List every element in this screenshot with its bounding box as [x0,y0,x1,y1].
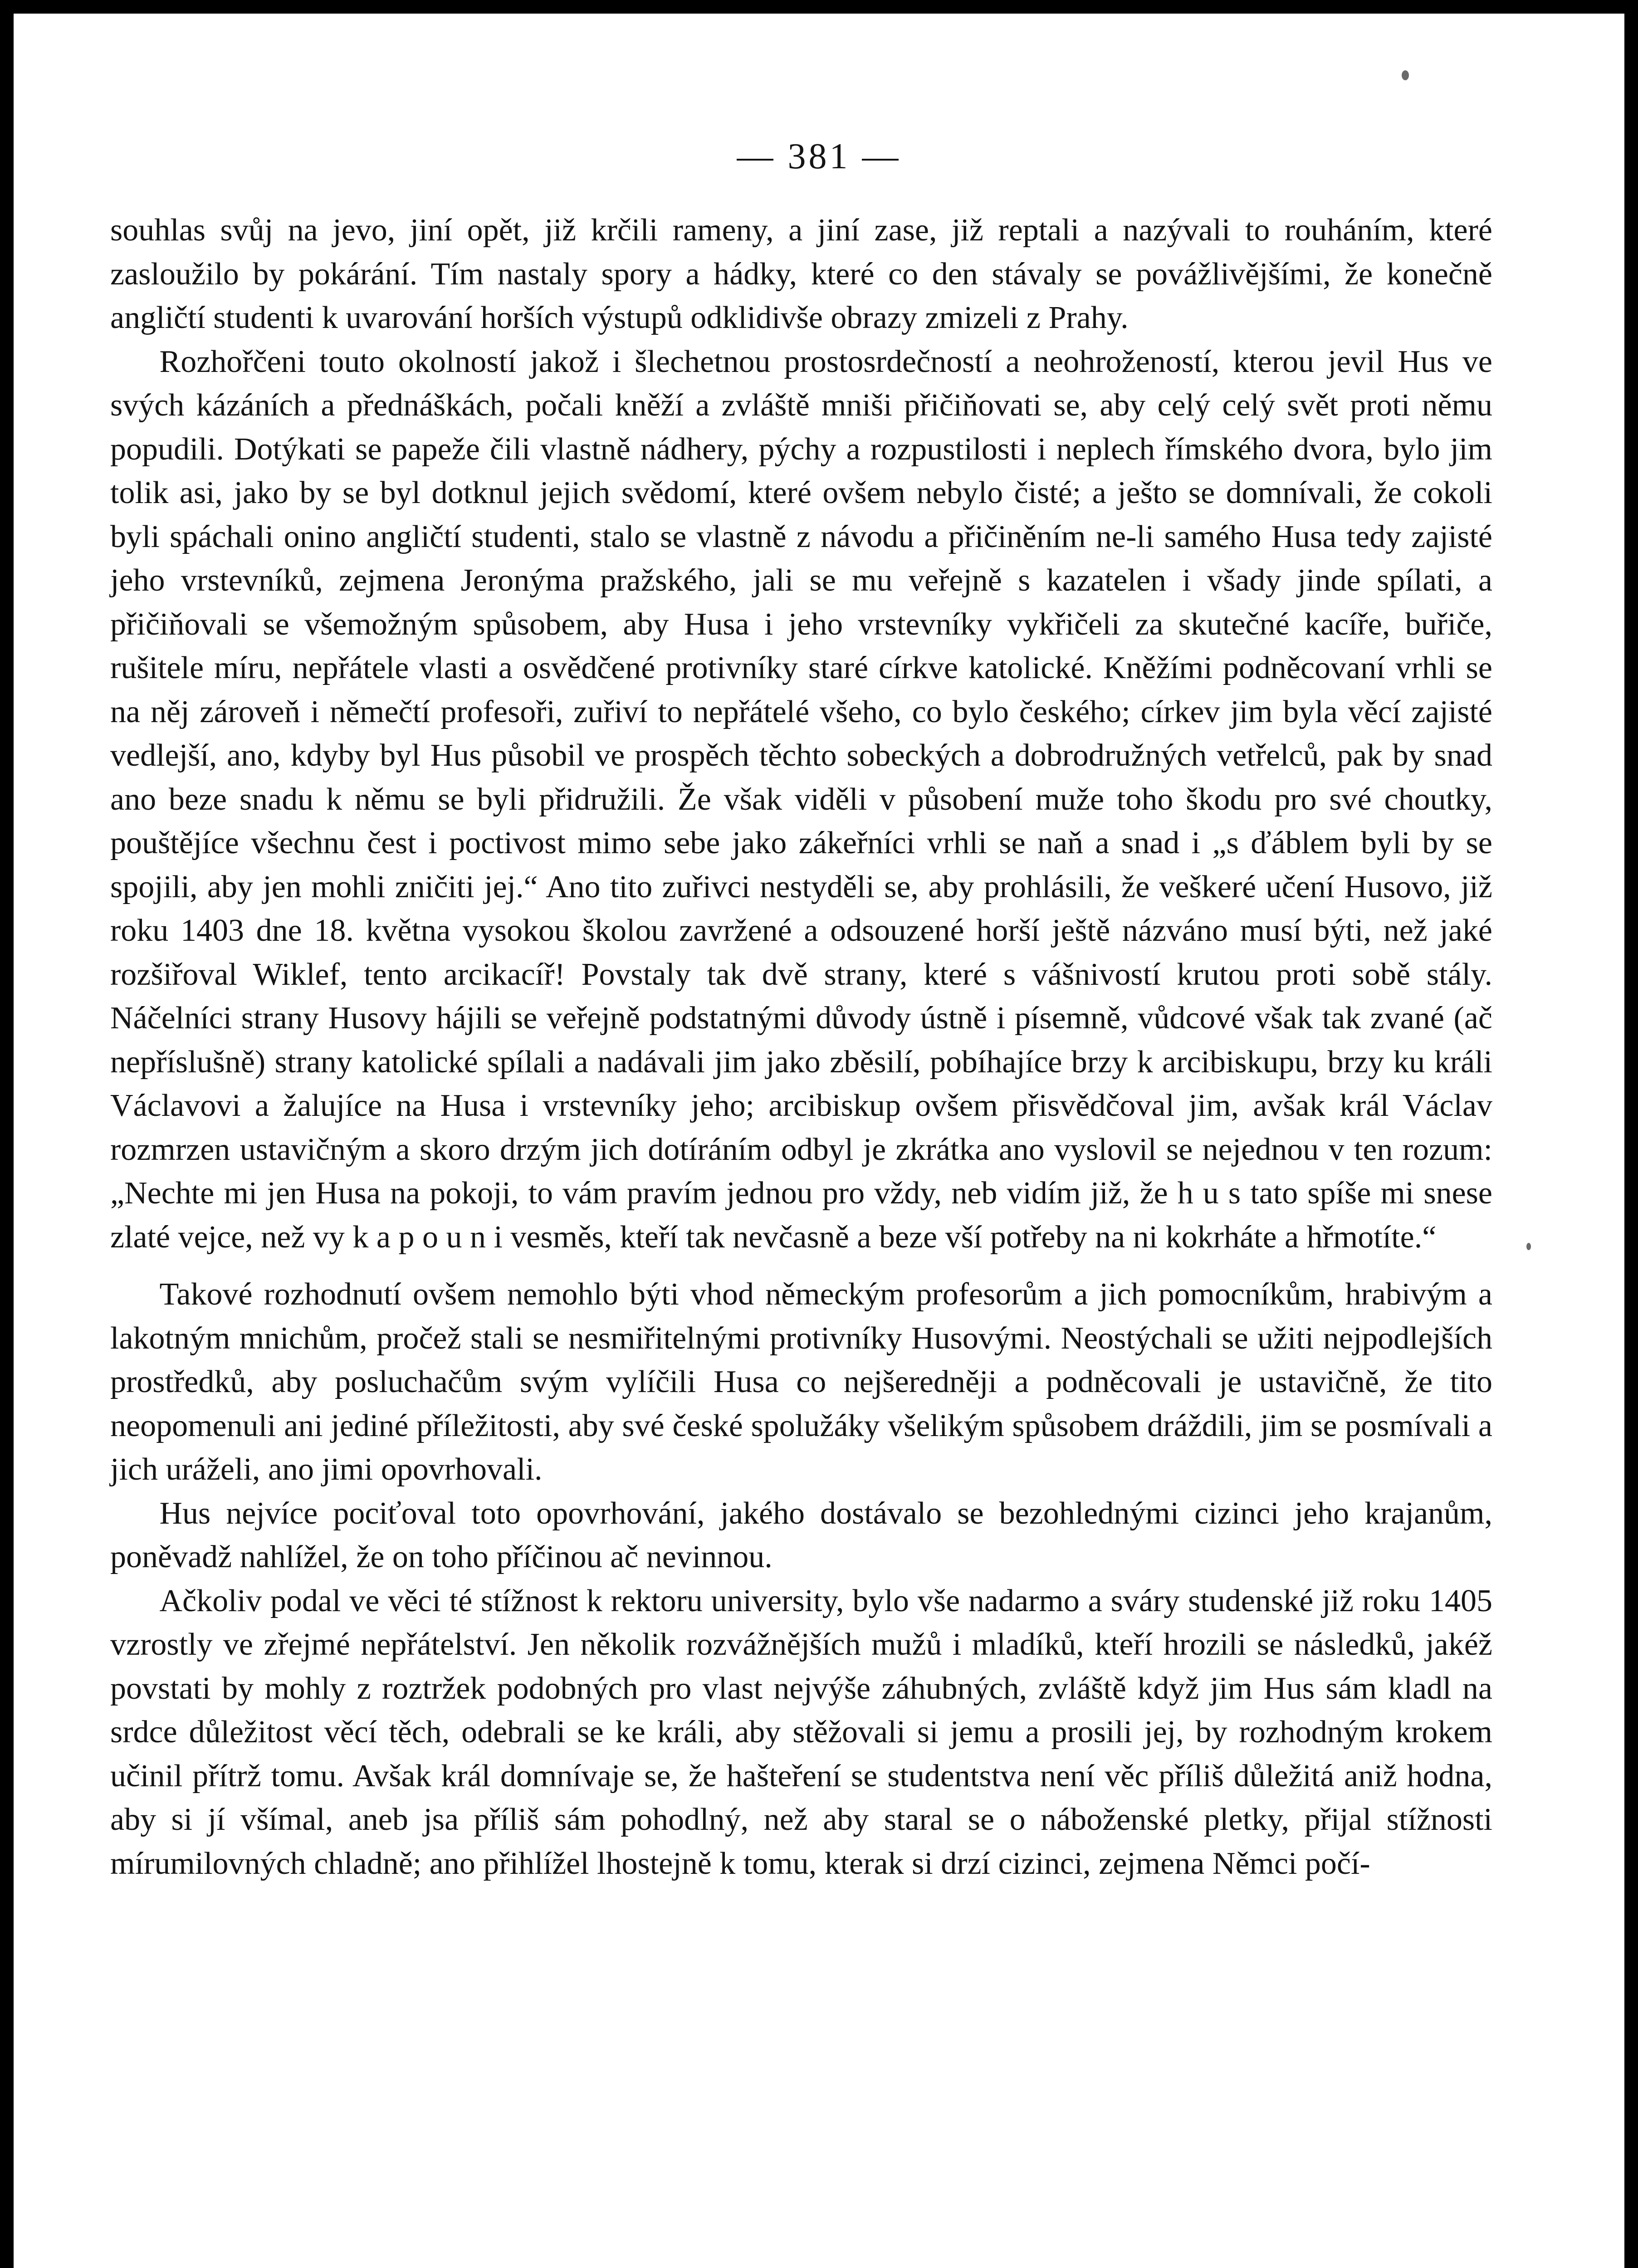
paragraph-2: Rozhořčeni touto okolností jakož i šlechetnou prostosrdečností a neohrožeností, kterou jevil Hus ve svých kázáních a přednáškách, počali kněží a zvláště mniši přičiňovati se, aby celý celý svět proti němu popudili. Dotýkati se papeže čili vlastně nádhery, pýchy a rozpustilosti i neplech římského dvora, bylo jim tolik asi, jako by se byl dotknul jejich svědomí, které ovšem nebylo čisté; a ješto se domnívali, že cokoli byli spáchali onino angličtí studenti, stalo se vlastně z návodu a přičiněním ne-li samého Husa tedy zajisté jeho vrstevníků, zejmena Jeronýma pražského, jali se mu veřejně s kazatelen i všady jinde spílati, a přičiňovali se všemožným spůsobem, aby Husa i jeho vrstevníky vykřičeli za skutečné kacíře, buřiče, rušitele míru, nepřátele vlasti a osvědčené protivníky staré církve katolické. Kněžími podněcovaní vrhli se na něj zároveň i němečtí profesoři, zuřiví to nepřátelé všeho, co bylo českého; církev jim byla věcí zajisté vedlejší, ano, kdyby byl Hus působil ve prospěch těchto sobeckých a dobrodružných vetřelců, pak by snad ano beze snadu k němu se byli přidružili. Že však viděli v působení muže toho škodu pro své choutky, pouštějíce všechnu čest i poctivost mimo sebe jako zákeřníci vrhli se naň a snad i „s ďáblem byli by se spojili, aby jen mohli zničiti jej.“ Ano tito zuřivci nestyděli se, aby prohlásili, že veškeré učení Husovo, již roku 1403 dne 18. května vysokou školou zavržené a odsouzené horší ještě názváno musí býti, než jaké rozšiřoval Wiklef, tento arcikacíř! Povstaly tak dvě strany, které s vášnivostí krutou proti sobě stály. Náčelníci strany Husovy hájili se veřejně podstatnými důvody ústně i písemně, vůdcové však tak zvané (ač nepříslušně) strany katolické spílali a nadávali jim jako zběsilí, pobíhajíce brzy k arcibiskupu, brzy ku králi Václavovi a žalujíce na Husa i vrstevníky jeho; arcibiskup ovšem přisvědčoval jim, avšak král Václav rozmrzen ustavičným a skoro drzým jich dotíráním odbyl je zkrátka ano vyslovil se nejednou v ten rozum: „Nechte mi jen Husa na pokoji, to vám pravím jednou pro vždy, neb vidím již, že h u s tato spíše mi snese zlaté vejce, než vy k a p o u n i vesměs, kteří tak nevčasně a beze vší potřeby na ni kokrháte a hřmotíte.“ [110,344,1492,1255]
page-number: — 381 — [737,137,901,176]
text-body [110,209,1492,1886]
paragraph-3: Takové rozhodnutí ovšem nemohlo býti vhod německým profesorům a jich pomocníkům, hrabivým a lakotným mnichům, pročež stali se nesmiřitelnými protivníky Husovými. Neostýchali se užiti nejpodlejších prostředků, aby posluchačům svým vylíčili Husa co nejšeredněji a podněcovali je ustavičně, že tito neopomenuli ani jediné příležitosti, aby své české spolužáky všelikým spůsobem dráždili, jim se posmívali a jich uráželi, ano jimi opovrhovali. [110,1277,1492,1487]
paragraph-4: Hus nejvíce pociťoval toto opovrhování, jakého dostávalo se bezohlednými cizinci jeho krajanům, poněvadž nahlížel, že on toho příčinou ač nevinnou. [110,1496,1492,1574]
paragraph-5: Ačkoliv podal ve věci té stížnost k rektoru university, bylo vše nadarmo a sváry studenské již roku 1405 vzrostly ve zřejmé nepřátelství. Jen několik rozvážnějších mužů i mladíků, kteří hrozili se následků, jakéž povstati by mohly z roztržek podobných pro vlast nejvýše záhubných, zvláště když jim Hus sám kladl na srdce důležitost věcí těch, odebrali se ke králi, aby stěžovali si jemu a prosili jej, by rozhodným krokem učinil přítrž tomu. Avšak král domnívaje se, že hašteření se studentstva není věc příliš důležitá aniž hodna, aby si jí všímal, aneb jsa příliš sám pohodlný, než aby staral se o náboženské pletky, přijal stížnosti mírumilovných chladně; ano přihlížel lhostejně k tomu, kterak si drzí cizinci, zejmena Němci počí- [110,1583,1492,1881]
scan-speck [1402,70,1409,80]
paragraph-1: souhlas svůj na jevo, jiní opět, již krčili rameny, a jiní zase, již reptali a nazývali to rouháním, které zasloužilo by pokárání. Tím nastaly spory a hádky, které co den stávaly se povážlivějšími, že konečně angličtí studenti k uvarování horších výstupů odklidivše obrazy zmizeli z Prahy. [110,213,1492,335]
book-page [14,14,1624,2268]
scan-speck [1526,1243,1531,1250]
